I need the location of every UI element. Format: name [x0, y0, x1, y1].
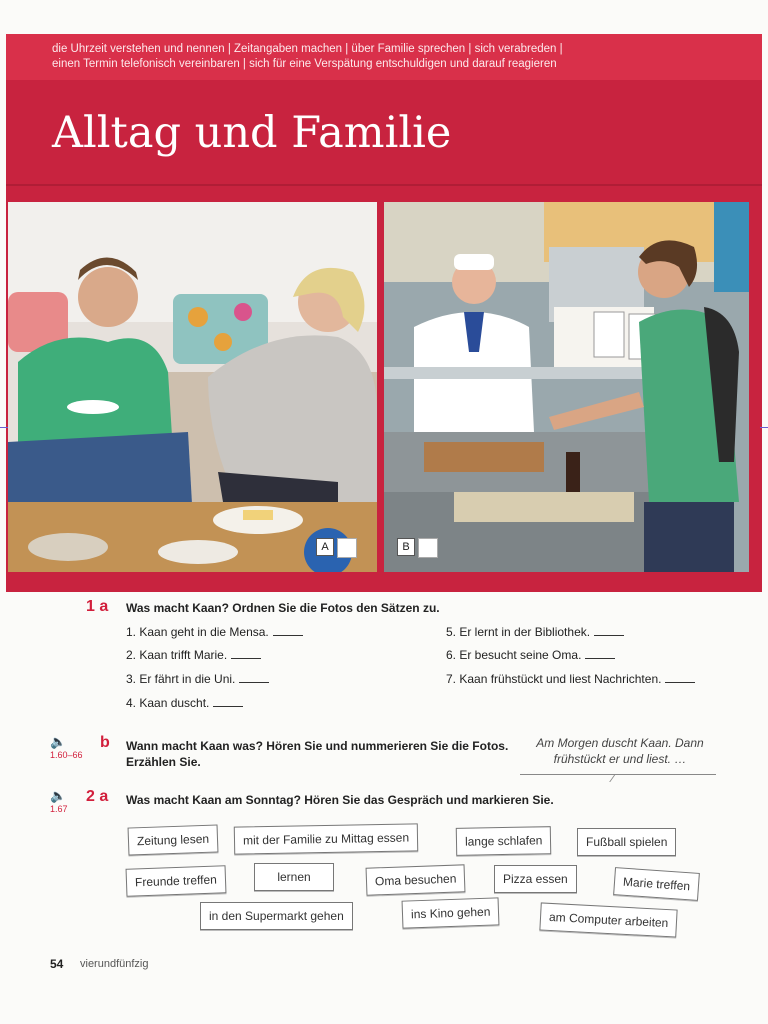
activity-card[interactable]: Marie treffen — [613, 867, 700, 901]
exercise-2a-instruction: Was macht Kaan am Sonntag? Hören Sie das Gespräch und markieren Sie. — [126, 793, 554, 807]
header-divider — [6, 184, 762, 186]
activity-card[interactable]: Oma besuchen — [366, 864, 466, 895]
exercise-1a-item-1 — [126, 625, 303, 639]
page-number: 54 — [50, 957, 64, 971]
chapter-header — [6, 34, 762, 194]
exercise-1b-instruction — [126, 738, 508, 770]
activity-card[interactable]: ins Kino gehen — [402, 897, 500, 928]
item-3-text: 3. Er fährt in die Uni. — [126, 672, 236, 686]
activity-card[interactable]: lange schlafen — [456, 826, 552, 856]
speech-bubble — [522, 735, 718, 767]
audio-1b-track: 1.60–66 — [50, 750, 83, 760]
exercise-1a-item-3 — [126, 672, 269, 686]
exercise-2a-letter: a — [99, 788, 109, 805]
item-4-text: 4. Kaan duscht. — [126, 696, 210, 710]
speech-tail — [609, 774, 626, 782]
exercise-1-digit: 1 — [86, 598, 95, 615]
exercise-1-number — [86, 598, 108, 616]
item-2-blank[interactable] — [231, 658, 261, 659]
exercise-1a-instruction: Was macht Kaan? Ordnen Sie die Fotos den Sätzen zu. — [126, 601, 440, 615]
item-7-text: 7. Kaan frühstückt und liest Nachrichten. — [446, 672, 662, 686]
activity-card[interactable]: am Computer arbeiten — [539, 902, 678, 937]
activity-card[interactable]: Fußball spielen — [577, 828, 676, 856]
exercise-1a-item-2 — [126, 648, 261, 662]
page-number-word: vierundfünfzig — [80, 958, 149, 970]
item-6-text: 6. Er besucht seine Oma. — [446, 648, 582, 662]
margin-mark-left — [0, 427, 8, 428]
exercise-2-number — [86, 788, 108, 806]
exercise-1a-item-4 — [126, 696, 243, 710]
activity-card[interactable]: lernen — [254, 863, 334, 891]
photo-a-image — [8, 202, 377, 572]
activity-card[interactable]: mit der Familie zu Mittag essen — [234, 823, 419, 854]
photo-a-letter: A — [316, 538, 334, 556]
photo-a-label — [316, 538, 357, 554]
item-5-text: 5. Er lernt in der Bibliothek. — [446, 625, 591, 639]
item-2-text: 2. Kaan trifft Marie. — [126, 648, 228, 662]
exercise-1a-item-5 — [446, 625, 624, 639]
item-7-blank[interactable] — [665, 682, 695, 683]
speech-line-2: frühstückt er und liest. … — [553, 752, 687, 766]
item-1-text: 1. Kaan geht in die Mensa. — [126, 625, 269, 639]
photo-a-answer-box[interactable] — [337, 538, 357, 558]
photo-panel — [6, 192, 762, 592]
exercise-1a-letter: a — [99, 598, 109, 615]
activity-card[interactable]: Zeitung lesen — [128, 824, 219, 855]
exercise-1b-instruction-line-1: Wann macht Kaan was? Hören Sie und nummerieren Sie die Fotos. — [126, 739, 509, 753]
activity-card[interactable]: Freunde treffen — [126, 865, 227, 896]
item-6-blank[interactable] — [585, 658, 615, 659]
exercise-1a-item-6 — [446, 648, 615, 662]
exercise-2-digit: 2 — [86, 788, 95, 805]
exercise-1b-letter: b — [100, 734, 110, 751]
photo-b-answer-box[interactable] — [418, 538, 438, 558]
item-3-blank[interactable] — [239, 682, 269, 683]
photo-b-letter: B — [397, 538, 415, 556]
photo-b-label — [397, 538, 438, 554]
audio-2a[interactable] — [50, 788, 68, 814]
activity-card[interactable]: Pizza essen — [494, 865, 577, 893]
chapter-title: Alltag und Familie — [52, 108, 452, 158]
margin-mark-right — [760, 427, 768, 428]
speech-line-1: Am Morgen duscht Kaan. Dann — [536, 736, 704, 750]
activity-card[interactable]: in den Supermarkt gehen — [200, 902, 353, 930]
speaker-icon: 🔈 — [50, 788, 67, 803]
audio-2a-track: 1.67 — [50, 804, 68, 814]
item-1-blank[interactable] — [273, 635, 303, 636]
exercise-1b-instruction-line-2: Erzählen Sie. — [126, 755, 201, 769]
exercise-1a-item-7 — [446, 672, 695, 686]
topics-line-1: die Uhrzeit verstehen und nennen | Zeitangaben machen | über Familie sprechen | sich verabreden | — [52, 43, 563, 55]
topics-line-2: einen Termin telefonisch vereinbaren | sich für eine Verspätung entschuldigen und darauf reagieren — [52, 58, 557, 70]
audio-1b[interactable] — [50, 734, 83, 760]
chapter-topics — [52, 42, 752, 72]
speaker-icon: 🔈 — [50, 734, 67, 749]
item-4-blank[interactable] — [213, 706, 243, 707]
photo-a — [8, 202, 377, 572]
photo-b-image — [384, 202, 749, 572]
photo-b — [384, 202, 749, 572]
item-5-blank[interactable] — [594, 635, 624, 636]
